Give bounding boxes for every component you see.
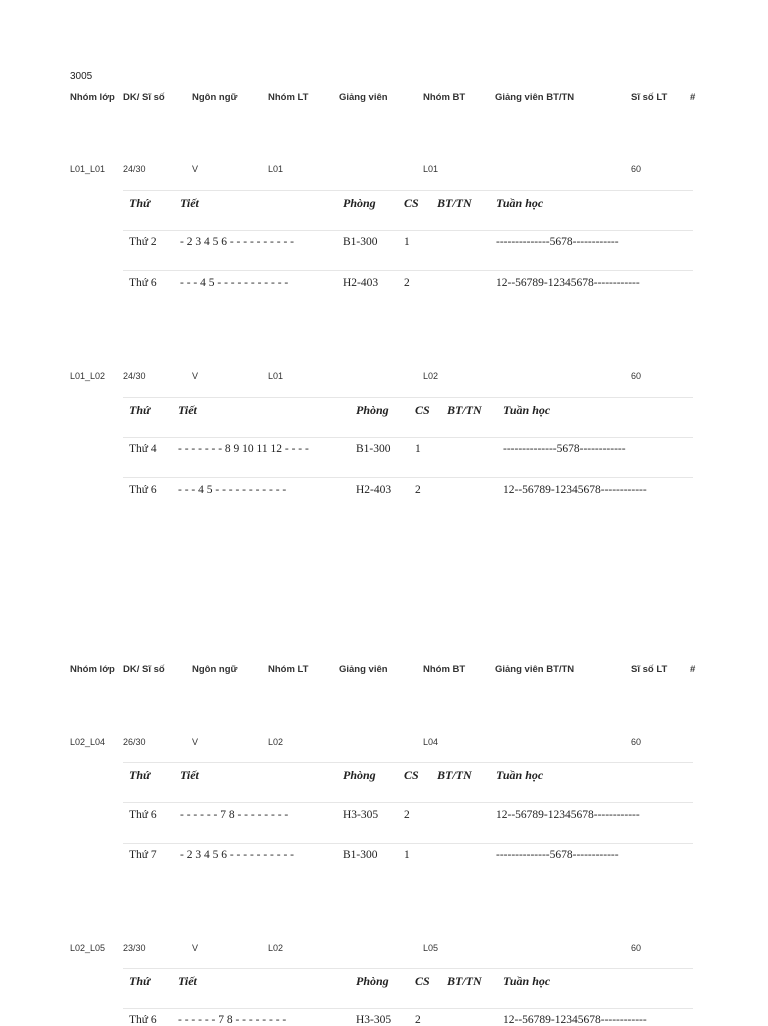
col-ngon-ngu: Ngôn ngữ [192,92,238,103]
col-hash: # [690,664,696,675]
sched-tuan-hoc: Tuần học [503,974,551,988]
session-thu: Thứ 2 [129,236,157,248]
col-dk-si-so: DK/ Sĩ số [123,664,165,675]
col-nhom-lop: Nhóm lớp [70,92,115,103]
sched-cs: CS [404,196,419,210]
session-tuan-hoc: --------------5678------------ [503,443,626,455]
group-dk-si-so: 23/30 [123,943,146,953]
divider [123,437,693,438]
divider [123,762,693,763]
group-nhom-lop: L02_L05 [70,943,106,953]
session-phong: H3-305 [343,809,379,821]
group-nhom-lt: L01 [268,164,284,174]
session-cs: 2 [415,1014,421,1026]
session-tiet: - 2 3 4 5 6 - - - - - - - - - - [180,849,295,861]
session-cs: 1 [404,236,410,248]
session-phong: B1-300 [356,443,391,455]
sched-tuan-hoc: Tuần học [503,403,551,417]
sched-cs: CS [415,403,430,417]
session-thu: Thứ 6 [129,484,157,496]
session-thu: Thứ 4 [129,443,157,455]
col-si-so-lt: Sĩ số LT [631,664,668,675]
sched-bt-tn: BT/TN [437,768,472,782]
session-tiet: - - - - - - 7 8 - - - - - - - - [178,1014,287,1026]
col-nhom-lt: Nhóm LT [268,92,309,103]
session-phong: B1-300 [343,236,378,248]
session-cs: 2 [404,809,410,821]
divider [123,190,693,191]
sched-tuan-hoc: Tuần học [496,768,544,782]
session-tiet: - - - 4 5 - - - - - - - - - - - [180,277,289,289]
col-dk-si-so: DK/ Sĩ số [123,92,165,103]
session-thu: Thứ 7 [129,849,157,861]
group-dk-si-so: 26/30 [123,737,146,747]
session-tuan-hoc: 12--56789-12345678------------ [503,484,647,496]
group-nhom-lt: L02 [268,943,284,953]
sched-cs: CS [415,974,430,988]
sched-tuan-hoc: Tuần học [496,196,544,210]
sched-tiet: Tiết [178,974,197,988]
group-ngon-ngu: V [192,371,199,381]
group-nhom-bt: L02 [423,371,439,381]
group-nhom-lt: L02 [268,737,284,747]
sched-thu: Thứ [129,768,151,782]
divider [123,230,693,231]
session-phong: H3-305 [356,1014,392,1026]
session-cs: 1 [415,443,421,455]
group-dk-si-so: 24/30 [123,164,146,174]
col-nhom-bt: Nhóm BT [423,92,466,103]
sched-phong: Phòng [343,768,376,782]
session-tuan-hoc: 12--56789-12345678------------ [496,809,640,821]
col-si-so-lt: Sĩ số LT [631,92,668,103]
col-hash: # [690,92,696,103]
sched-phong: Phòng [356,974,389,988]
sched-tiet: Tiết [180,196,199,210]
session-tiet: - - - - - - 7 8 - - - - - - - - [180,809,289,821]
col-giang-vien: Giảng viên [339,664,388,675]
col-giang-vien: Giảng viên [339,92,388,103]
col-giang-vien-bt-tn: Giảng viên BT/TN [495,92,575,103]
session-phong: B1-300 [343,849,378,861]
group-ngon-ngu: V [192,737,199,747]
group-dk-si-so: 24/30 [123,371,146,381]
divider [123,968,693,969]
group-nhom-lop: L01_L02 [70,371,106,381]
session-thu: Thứ 6 [129,277,157,289]
session-cs: 1 [404,849,410,861]
group-nhom-lt: L01 [268,371,284,381]
divider [123,843,693,844]
divider [123,1008,693,1009]
group-ngon-ngu: V [192,164,199,174]
sched-bt-tn: BT/TN [437,196,472,210]
sched-tiet: Tiết [180,768,199,782]
divider [123,270,693,271]
group-nhom-bt: L05 [423,943,439,953]
divider [123,802,693,803]
group-nhom-bt: L04 [423,737,439,747]
col-ngon-ngu: Ngôn ngữ [192,664,238,675]
session-tiet: - - - 4 5 - - - - - - - - - - - [178,484,287,496]
group-si-so-lt: 60 [631,943,642,953]
group-si-so-lt: 60 [631,164,642,174]
col-nhom-bt: Nhóm BT [423,664,466,675]
session-tuan-hoc: --------------5678------------ [496,236,619,248]
group-ngon-ngu: V [192,943,199,953]
col-giang-vien-bt-tn: Giảng viên BT/TN [495,664,575,675]
sched-thu: Thứ [129,403,151,417]
session-tuan-hoc: --------------5678------------ [496,849,619,861]
divider [123,477,693,478]
session-tuan-hoc: 12--56789-12345678------------ [503,1014,647,1026]
session-tuan-hoc: 12--56789-12345678------------ [496,277,640,289]
session-tiet: - - - - - - - 8 9 10 11 12 - - - - [178,443,309,455]
session-thu: Thứ 6 [129,1014,157,1026]
course-code: 3005 [70,71,93,82]
sched-thu: Thứ [129,196,151,210]
session-phong: H2-403 [343,277,379,289]
group-nhom-bt: L01 [423,164,439,174]
group-si-so-lt: 60 [631,737,642,747]
sched-cs: CS [404,768,419,782]
session-cs: 2 [404,277,410,289]
sched-phong: Phòng [343,196,376,210]
session-tiet: - 2 3 4 5 6 - - - - - - - - - - [180,236,295,248]
session-cs: 2 [415,484,421,496]
sched-bt-tn: BT/TN [447,974,482,988]
sched-thu: Thứ [129,974,151,988]
sched-bt-tn: BT/TN [447,403,482,417]
group-nhom-lop: L02_L04 [70,737,106,747]
divider [123,397,693,398]
session-phong: H2-403 [356,484,392,496]
sched-tiet: Tiết [178,403,197,417]
group-si-so-lt: 60 [631,371,642,381]
session-thu: Thứ 6 [129,809,157,821]
sched-phong: Phòng [356,403,389,417]
group-nhom-lop: L01_L01 [70,164,106,174]
col-nhom-lt: Nhóm LT [268,664,309,675]
col-nhom-lop: Nhóm lớp [70,664,115,675]
